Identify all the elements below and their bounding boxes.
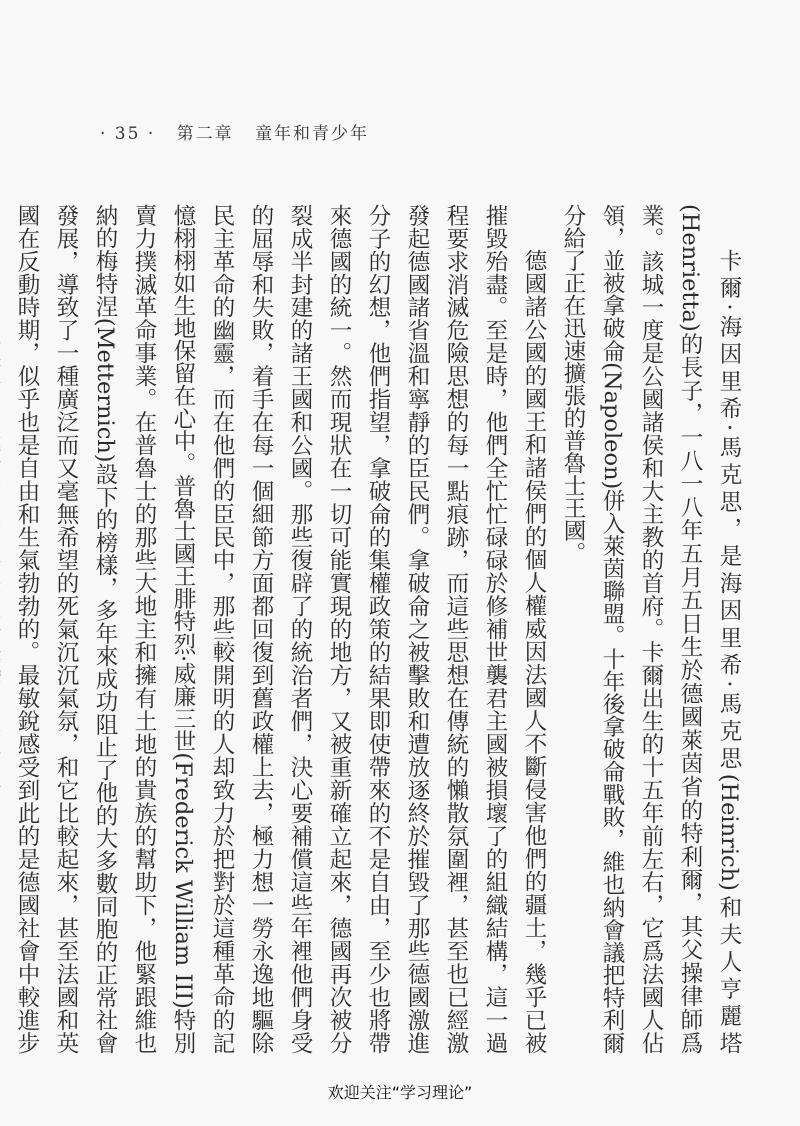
page-number: · 35 · xyxy=(100,124,156,144)
footer-watermark: 欢迎关注“学习理论” xyxy=(327,1083,473,1102)
paragraph-1: 卡爾·海因里希·馬克思，是海因里希·馬克思(Heinrich)和夫人亨麗塔(Henrietta)的長子，一八一八年五月五日生於德國萊茵省的特利爾，其父操律師爲業。該城一度是公國諸侯和大主教的首府。卡爾出生的十五年前左右，它爲法國人佔領，並被拿破侖(Napoleon)併入萊茵聯盟。十年後拿破侖戰敗，維也納會議把特利爾分給了正在迅速擴張的普魯士王國。 xyxy=(560,204,742,1054)
running-header xyxy=(100,119,369,144)
body-text xyxy=(14,204,748,1054)
chapter-title: 童年和青少年 xyxy=(255,124,370,144)
chapter-label: 第二章 xyxy=(176,124,234,144)
paragraph-2: 德國諸公國的國王和諸侯們的個人權威因法國人不斷侵害他們的疆土，幾乎已被摧毀殆盡。至是時，他們全忙忙碌碌於修補世襲君主國被損壞了的組織結構，這一過程要求消滅危險思想的每一點痕跡，而這些思想在傳統的懶散氛圍裡，甚至也已經激發起德國諸省溫和寧靜的臣民們。拿破侖之被擊敗和遭放逐終於摧毀了那些德國激進分子的幻想，他們指望，拿破侖的集權政策的結果即使帶來的不是自由，至少也將帶來德國的統一。然而現狀在一切可能實現的地方，又被重新確立起來，德國再次被分裂成半封建的諸王國和公國。那些復辟了的統治者們，決心要補償這些年裡他們身受的屈辱和失敗，着手在每一個細節方面都回復到舊政權上去，極力想一勞永逸地驅除民主革命的幽靈，而在他們的臣民中，那些較開明的人却致力於把對於這種革命的記憶栩栩如生地保留在心中。普魯士國王腓特烈·威廉三世(Frederick William III)特別賣力撲滅革命事業。在普魯士的那些大地主和擁有土地的貴族的幫助下，他緊跟維也納的梅特涅(Metternich)設下的榜樣，多年來成功阻止了他的大多數同胞的正常社會發展，導致了一種廣泛而又毫無希望的死氣沉沉氣氛，和它比較起來，甚至法國和英國在反動時期，似乎也是自由和生氣勃勃的。最敏銳感受到此的是德國社會中較進步 xyxy=(14,204,547,1054)
